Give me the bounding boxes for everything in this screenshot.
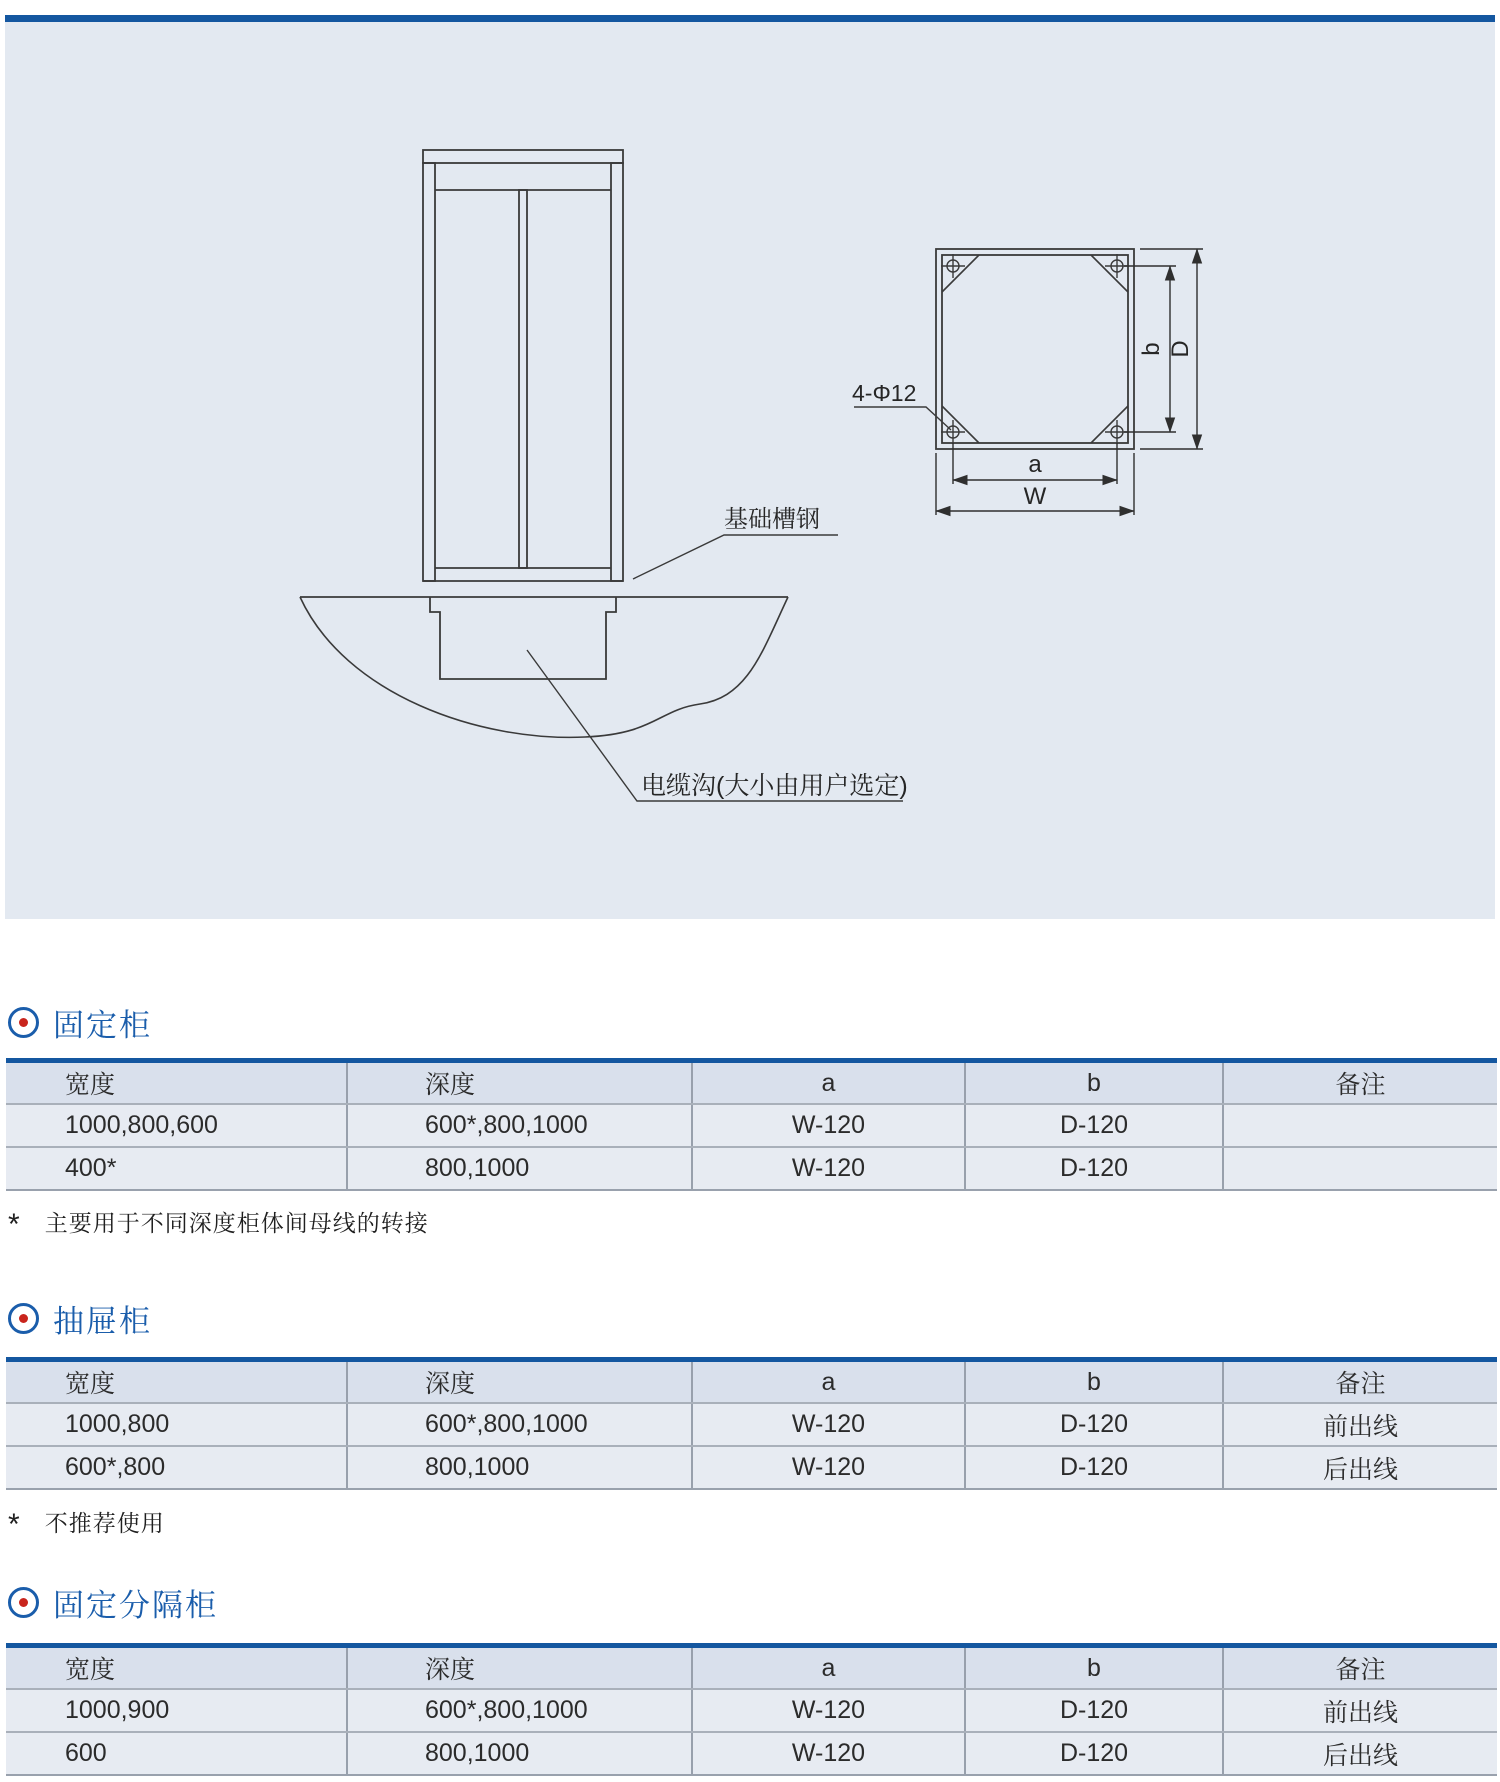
table-header-row (6, 1063, 1497, 1105)
cell: 400* (65, 1154, 117, 1182)
cell: 1000,800,600 (65, 1111, 218, 1139)
dimension-lines (936, 249, 1203, 515)
header-cell: a (691, 1648, 964, 1688)
section-title-label: 固定分隔柜 (53, 1587, 218, 1623)
header-cell: 备注 (1222, 1362, 1497, 1402)
fixed-cabinet-table (6, 1058, 1497, 1191)
header-cell: 备注 (1222, 1063, 1497, 1103)
table-header-row (6, 1362, 1497, 1404)
dim-w-label: W (1023, 483, 1047, 510)
section-title-fixed-cabinet (8, 1002, 152, 1042)
cell: 800,1000 (346, 1148, 691, 1189)
cell: 后出线 (1222, 1447, 1497, 1488)
footnote-text: 不推荐使用 (44, 1509, 165, 1536)
cell: W-120 (691, 1733, 964, 1774)
header-cell: a (691, 1063, 964, 1103)
cell: D-120 (964, 1690, 1222, 1731)
fixed-partition-cabinet-table (6, 1643, 1497, 1776)
cell: 600*,800 (65, 1453, 166, 1481)
footnote-drawer-cabinet (8, 1503, 165, 1539)
section-bullet-icon (8, 1007, 39, 1038)
hole-callout-label: 4-Φ12 (852, 380, 917, 406)
table-row (6, 1733, 1497, 1776)
cell: W-120 (691, 1404, 964, 1445)
cell: 800,1000 (346, 1733, 691, 1774)
table-row (6, 1404, 1497, 1447)
excavation-curve (300, 597, 788, 737)
header-cell: 备注 (1222, 1648, 1497, 1688)
cell: W-120 (691, 1447, 964, 1488)
table-row (6, 1105, 1497, 1148)
header-cell: b (964, 1648, 1222, 1688)
cell: D-120 (964, 1105, 1222, 1146)
cabinet-front-view (300, 150, 788, 679)
section-bullet-icon (8, 1303, 39, 1334)
cell: 800,1000 (346, 1447, 691, 1488)
cell: W-120 (691, 1148, 964, 1189)
dim-d-label: D (1167, 340, 1194, 358)
cell: 600*,800,1000 (346, 1690, 691, 1731)
cell: D-120 (964, 1148, 1222, 1189)
cell: 1000,900 (65, 1696, 170, 1724)
leader-lines (527, 407, 951, 801)
footnote-text: 主要用于不同深度柜体间母线的转接 (44, 1209, 429, 1236)
cell (1222, 1105, 1497, 1146)
dim-b-label: b (1138, 342, 1165, 356)
cell: 前出线 (1222, 1404, 1497, 1445)
cell: 600 (65, 1739, 107, 1767)
section-title-fixed-partition-cabinet (8, 1582, 218, 1622)
section-bullet-icon (8, 1587, 39, 1618)
cell: 前出线 (1222, 1690, 1497, 1731)
table-header-row (6, 1648, 1497, 1690)
cell: 600*,800,1000 (346, 1404, 691, 1445)
cell: 600*,800,1000 (346, 1105, 691, 1146)
section-title-label: 固定柜 (53, 1007, 152, 1043)
footnote-fixed-cabinet (8, 1203, 429, 1239)
cell: 后出线 (1222, 1733, 1497, 1774)
dim-a-label: a (1028, 451, 1042, 478)
header-cell: b (964, 1063, 1222, 1103)
asterisk: * (8, 1208, 21, 1241)
header-cell: a (691, 1362, 964, 1402)
header-cell: b (964, 1362, 1222, 1402)
header-cell: 深度 (346, 1362, 691, 1402)
asterisk: * (8, 1508, 21, 1541)
cell (1222, 1148, 1497, 1189)
cell: D-120 (964, 1404, 1222, 1445)
table-row (6, 1447, 1497, 1490)
cell: 1000,800 (65, 1410, 170, 1438)
cable-trench-label: 电缆沟(大小由用户选定) (641, 772, 908, 800)
header-cell: 宽度 (65, 1656, 116, 1684)
drawer-cabinet-table (6, 1357, 1497, 1490)
cell: D-120 (964, 1733, 1222, 1774)
header-cell: 深度 (346, 1648, 691, 1688)
table-row (6, 1690, 1497, 1733)
header-cell: 宽度 (65, 1071, 116, 1099)
base-frame-top-view (936, 249, 1134, 449)
cell: D-120 (964, 1447, 1222, 1488)
section-title-label: 抽屉柜 (53, 1303, 152, 1339)
section-title-drawer-cabinet (8, 1298, 152, 1338)
cell: W-120 (691, 1690, 964, 1731)
cell: W-120 (691, 1105, 964, 1146)
foundation-channel-label: 基础槽钢 (724, 506, 820, 533)
table-row (6, 1148, 1497, 1191)
header-cell: 宽度 (65, 1370, 116, 1398)
bolt-hole-symbols (941, 254, 1129, 444)
header-cell: 深度 (346, 1063, 691, 1103)
